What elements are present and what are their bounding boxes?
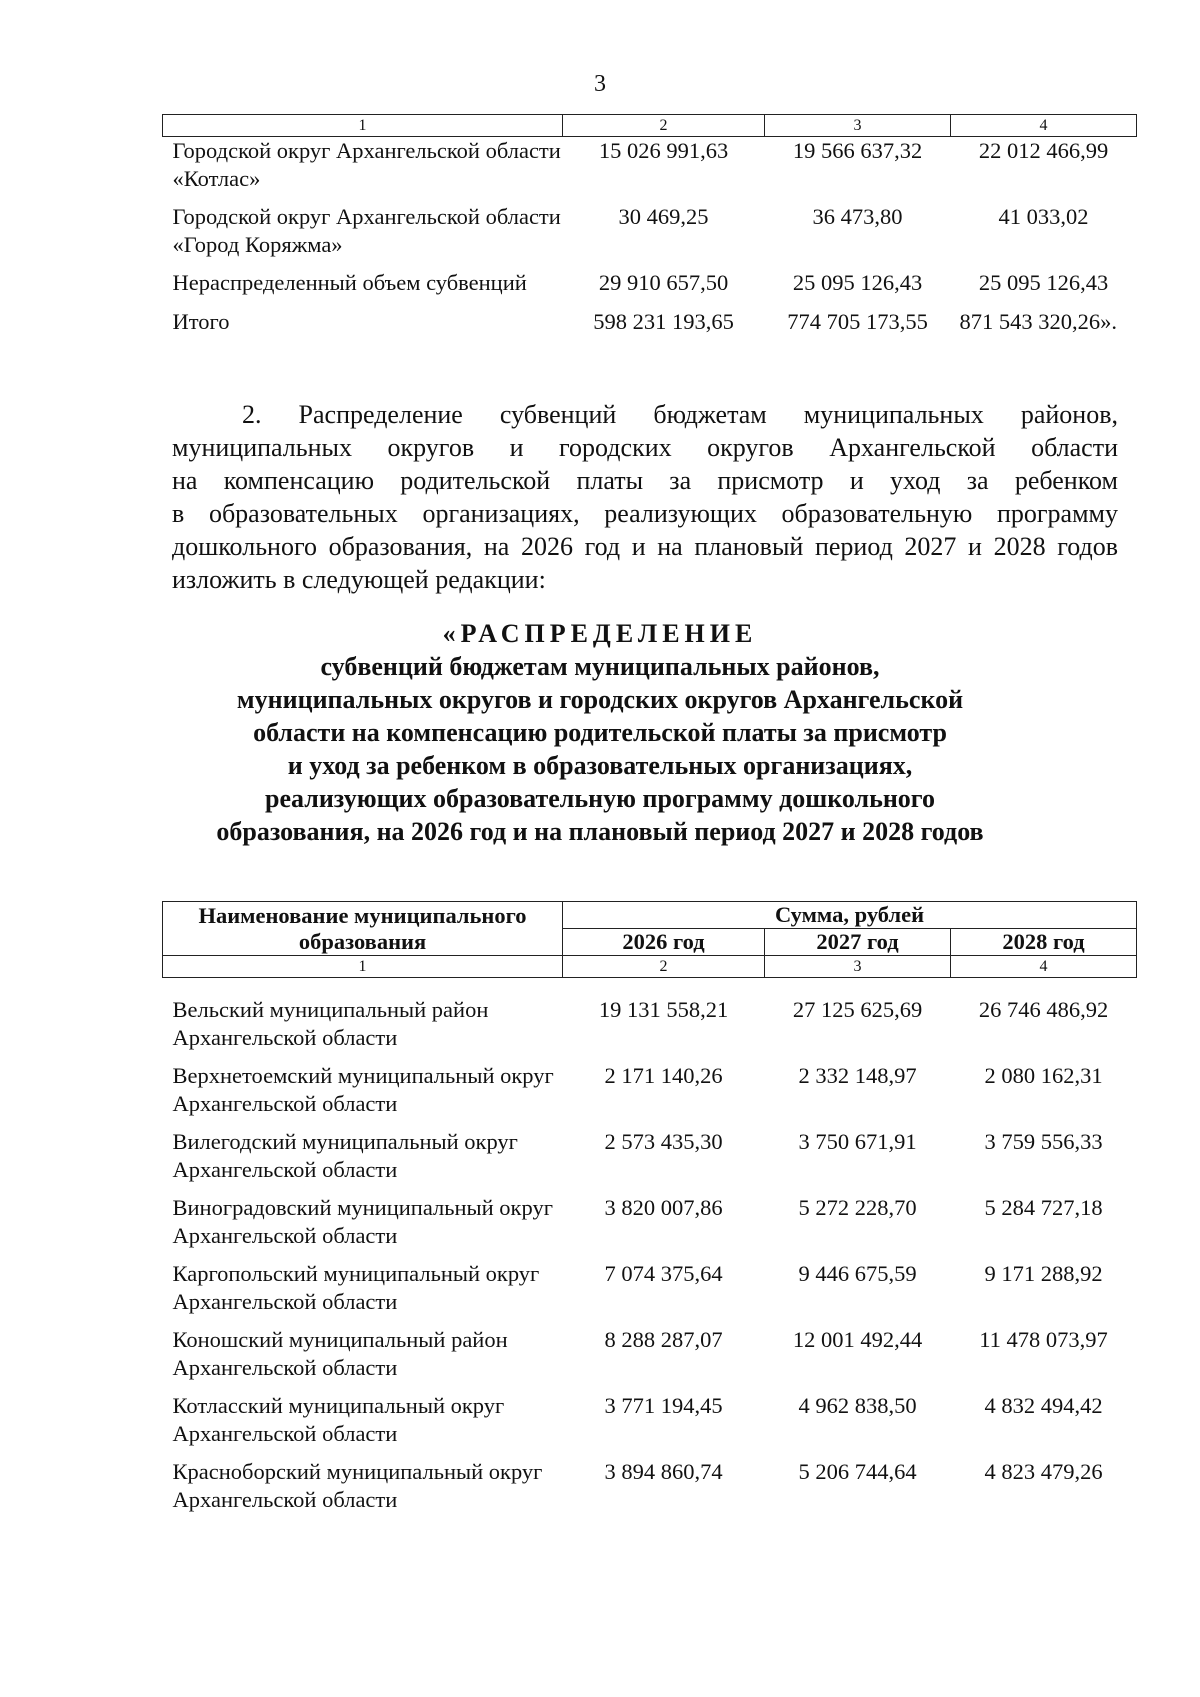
column-number-row [163,115,1137,137]
paragraph-line: муниципальных округов и городских округов Архангельской области [172,433,1118,462]
municipality-name: Нераспределенный объем субвенций [172,270,527,295]
table-row [163,1458,1137,1524]
municipality-name: Вилегодский муниципальный округ Архангельской области [172,1129,518,1182]
municipality-name: Виноградовский муниципальный округ Архангельской области [172,1195,553,1248]
amount-2026: 3 894 860,74 [604,1459,723,1484]
heading-line: образования, на 2026 год и на плановый период 2027 и 2028 годов [216,817,984,846]
column-number-1: 1 [163,956,563,978]
column-number-3: 3 [765,956,951,978]
amount-2028: 4 823 479,26 [984,1459,1103,1484]
table-row [163,269,1137,307]
amount-2028: 22 012 466,99 [978,138,1109,163]
amount-2027: 27 125 625,69 [792,997,923,1022]
column-number-3: 3 [765,115,951,137]
table-row [163,137,1137,204]
table-row [163,1194,1137,1260]
column-number-row [163,956,1137,978]
amount-2028: 41 033,02 [998,204,1089,229]
heading-line: и уход за ребенком в образовательных организациях, [287,751,913,780]
column-number-2: 2 [563,956,765,978]
amount-2027: 9 446 675,59 [798,1261,917,1286]
amount-2027: 12 001 492,44 [792,1327,923,1352]
municipality-name: Верхнетоемский муниципальный округ Архангельской области [172,1063,554,1116]
amount-2026: 2 171 140,26 [604,1063,723,1088]
column-number-2: 2 [563,115,765,137]
paragraph-line: изложить в следующей редакции: [172,565,546,594]
amount-2026: 3 771 194,45 [604,1393,723,1418]
total-2026: 598 231 193,65 [593,309,734,334]
column-header-municipality: Наименование муниципального образования [163,902,563,956]
column-header-sum: Сумма, рублей [563,902,1137,929]
municipality-name: Вельский муниципальный район Архангельской области [172,997,489,1050]
paragraph-line: в образовательных организациях, реализующих образовательную программу [172,499,1118,528]
paragraph-line: на компенсацию родительской платы за присмотр и уход за ребенком [172,466,1118,495]
total-label: Итого [172,309,230,334]
amount-2026: 19 131 558,21 [598,997,729,1022]
municipality-name: Котласский муниципальный округ Архангельской области [172,1393,505,1446]
amount-2027: 5 272 228,70 [798,1195,917,1220]
distribution-table-continued [162,114,1137,336]
column-header-2028: 2028 год [951,929,1137,956]
amount-2028: 2 080 162,31 [984,1063,1103,1088]
table-row [163,1062,1137,1128]
amount-2027: 3 750 671,91 [798,1129,917,1154]
column-header-2026: 2026 год [563,929,765,956]
heading-line: субвенций бюджетам муниципальных районов, [320,652,880,681]
amount-2027: 5 206 744,64 [798,1459,917,1484]
total-2028: 871 543 320,26». [959,309,1117,334]
amendment-paragraph [172,398,1118,596]
table-row [163,996,1137,1062]
table-row [163,203,1137,269]
column-number-1: 1 [163,115,563,137]
amount-2027: 4 962 838,50 [798,1393,917,1418]
heading-line: реализующих образовательную программу дошкольного [265,784,935,813]
table-row [163,1326,1137,1392]
table-row [163,1260,1137,1326]
table-row [163,1128,1137,1194]
amount-2026: 2 573 435,30 [604,1129,723,1154]
column-header-2027: 2027 год [765,929,951,956]
column-number-4: 4 [951,115,1137,137]
distribution-table [162,901,1137,1524]
column-number-4: 4 [951,956,1137,978]
municipality-name: Каргопольский муниципальный округ Архангельской области [172,1261,540,1314]
amount-2026: 30 469,25 [618,204,709,229]
paragraph-line: дошкольного образования, на 2026 год и на плановый период 2027 и 2028 годов [172,532,1118,561]
amount-2027: 2 332 148,97 [798,1063,917,1088]
municipality-name: Красноборский муниципальный округ Архангельской области [172,1459,543,1512]
table-header-row [163,902,1137,929]
amount-2028: 4 832 494,42 [984,1393,1103,1418]
table-row [163,1392,1137,1458]
amount-2027: 25 095 126,43 [792,270,923,295]
spacer-row [163,978,1137,997]
total-row [163,307,1137,336]
amount-2026: 15 026 991,63 [598,138,729,163]
amount-2026: 8 288 287,07 [604,1327,723,1352]
amount-2026: 29 910 657,50 [598,270,729,295]
municipality-name: Городской округ Архангельской области «Город Коряжма» [172,204,561,257]
page-number: 3 [594,71,606,97]
municipality-name: Коношский муниципальный район Архангельской области [172,1327,508,1380]
amount-2028: 3 759 556,33 [984,1129,1103,1154]
amount-2026: 7 074 375,64 [604,1261,723,1286]
amount-2027: 19 566 637,32 [792,138,923,163]
amount-2027: 36 473,80 [812,204,903,229]
heading-title: «РАСПРЕДЕЛЕНИЕ [442,619,758,648]
amount-2028: 26 746 486,92 [978,997,1109,1022]
paragraph-line: 2. Распределение субвенций бюджетам муниципальных районов, [242,400,1118,429]
amount-2028: 11 478 073,97 [979,1327,1108,1352]
amount-2028: 9 171 288,92 [984,1261,1103,1286]
amount-2028: 5 284 727,18 [984,1195,1103,1220]
heading-line: муниципальных округов и городских округов Архангельской [236,685,964,714]
distribution-heading [0,617,1200,848]
heading-line: области на компенсацию родительской платы за присмотр [253,718,947,747]
municipality-name: Городской округ Архангельской области «Котлас» [172,138,561,191]
amount-2026: 3 820 007,86 [604,1195,723,1220]
amount-2028: 25 095 126,43 [978,270,1109,295]
total-2027: 774 705 173,55 [787,309,928,334]
